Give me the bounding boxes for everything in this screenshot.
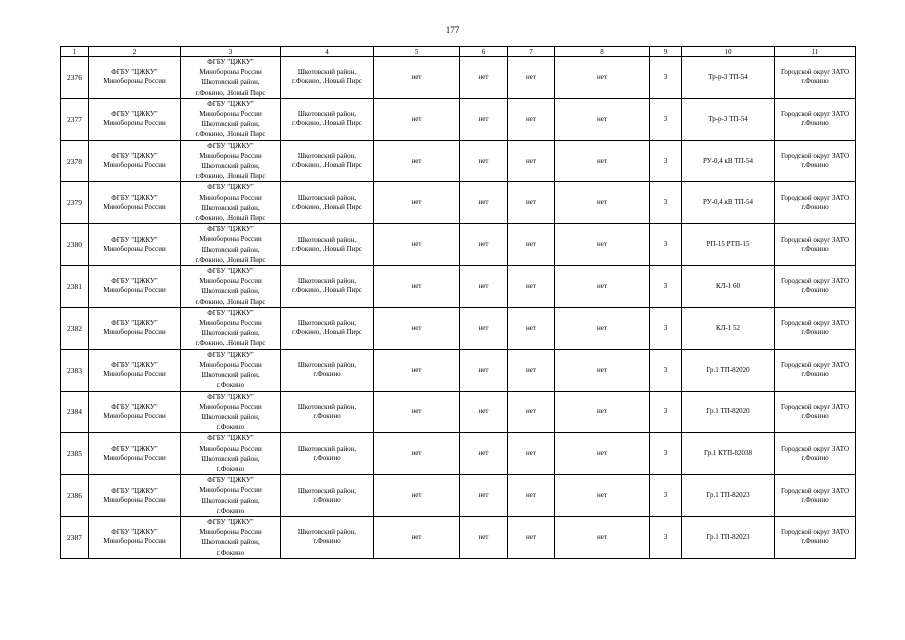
object-cell: Гр.1 ТП-82020 bbox=[682, 349, 775, 391]
district-cell-line: Городской округ ЗАТО bbox=[780, 277, 850, 286]
row-number-cell: 2384 bbox=[61, 391, 89, 433]
address-cell bbox=[281, 349, 374, 391]
table-row bbox=[61, 182, 856, 224]
address-cell-line: г.Фокино bbox=[313, 537, 341, 546]
flag-cell: нет bbox=[508, 266, 555, 308]
flag-cell: нет bbox=[508, 391, 555, 433]
address-cell-line: Шкотовский район, bbox=[297, 68, 357, 77]
owner-cell-line: ФГБУ "ЦЖКУ" bbox=[111, 361, 158, 370]
address-cell bbox=[281, 433, 374, 475]
owner-cell-line: Минобороны России bbox=[103, 244, 166, 253]
category-cell: 3 bbox=[650, 475, 682, 517]
operator-cell-line: ФГБУ "ЦЖКУ" bbox=[207, 99, 254, 108]
flag-cell: нет bbox=[508, 224, 555, 266]
table-row bbox=[61, 475, 856, 517]
flag-cell: нет bbox=[508, 433, 555, 475]
address-cell-line: г.Фокино, .Новый Пирс bbox=[292, 77, 362, 86]
address-cell-line: г.Фокино bbox=[313, 370, 341, 379]
table-row bbox=[61, 391, 856, 433]
address-cell bbox=[281, 475, 374, 517]
flag-cell: нет bbox=[374, 224, 460, 266]
category-cell: 3 bbox=[650, 224, 682, 266]
owner-cell bbox=[89, 140, 181, 182]
owner-cell-line: Минобороны России bbox=[103, 537, 166, 546]
row-number-cell: 2378 bbox=[61, 140, 89, 182]
flag-cell: нет bbox=[555, 140, 650, 182]
owner-cell-line: ФГБУ "ЦЖКУ" bbox=[111, 444, 158, 453]
object-cell: РУ-0,4 кВ ТП-54 bbox=[682, 182, 775, 224]
operator-cell-line: Минобороны России bbox=[199, 68, 262, 77]
flag-cell: нет bbox=[374, 307, 460, 349]
flag-cell: нет bbox=[508, 307, 555, 349]
object-cell: Гр.1 ТП-82020 bbox=[682, 391, 775, 433]
address-cell bbox=[281, 182, 374, 224]
district-cell-line: г.Фокино bbox=[801, 77, 829, 86]
flag-cell: нет bbox=[555, 57, 650, 99]
district-cell-line: Городской округ ЗАТО bbox=[780, 402, 850, 411]
flag-cell: нет bbox=[460, 266, 508, 308]
address-cell-line: Шкотовский район, bbox=[297, 110, 357, 119]
address-cell bbox=[281, 57, 374, 99]
owner-cell-line: ФГБУ "ЦЖКУ" bbox=[111, 193, 158, 202]
operator-cell-line: Шкотовский район, bbox=[201, 412, 260, 421]
row-number-cell: 2381 bbox=[61, 266, 89, 308]
flag-cell: нет bbox=[508, 516, 555, 558]
operator-cell bbox=[181, 57, 281, 99]
operator-cell-line: Минобороны России bbox=[199, 486, 262, 495]
address-cell-line: г.Фокино bbox=[313, 411, 341, 420]
operator-cell-line: Шкотовский район, bbox=[201, 203, 260, 212]
page-number: 177 bbox=[445, 25, 460, 35]
address-cell-line: г.Фокино, .Новый Пирс bbox=[292, 244, 362, 253]
operator-cell-line: Шкотовский район, bbox=[201, 496, 260, 505]
operator-cell-line: г.Фокино, .Новый Пирс bbox=[195, 88, 266, 97]
district-cell bbox=[775, 433, 856, 475]
operator-cell-line: ФГБУ "ЦЖКУ" bbox=[207, 141, 254, 150]
owner-cell-line: Минобороны России bbox=[103, 77, 166, 86]
operator-cell-line: г.Фокино, .Новый Пирс bbox=[195, 297, 266, 306]
operator-cell-line: г.Фокино bbox=[216, 506, 245, 515]
address-cell-line: Шкотовский район, bbox=[297, 235, 357, 244]
address-cell-line: г.Фокино, .Новый Пирс bbox=[292, 202, 362, 211]
flag-cell: нет bbox=[460, 98, 508, 140]
owner-cell bbox=[89, 433, 181, 475]
operator-cell-line: г.Фокино bbox=[216, 423, 245, 432]
flag-cell: нет bbox=[460, 516, 508, 558]
district-cell bbox=[775, 182, 856, 224]
operator-cell-line: Шкотовский район, bbox=[201, 78, 260, 87]
address-cell-line: г.Фокино, .Новый Пирс bbox=[292, 161, 362, 170]
address-cell-line: Шкотовский район, bbox=[297, 319, 357, 328]
operator-cell-line: г.Фокино bbox=[216, 381, 245, 390]
district-cell-line: Городской округ ЗАТО bbox=[780, 68, 850, 77]
operator-cell-line: Минобороны России bbox=[199, 193, 262, 202]
district-cell-line: Городской округ ЗАТО bbox=[780, 486, 850, 495]
address-cell bbox=[281, 266, 374, 308]
operator-cell-line: г.Фокино, .Новый Пирс bbox=[195, 172, 266, 181]
owner-cell-line: ФГБУ "ЦЖКУ" bbox=[111, 528, 158, 537]
column-header: 7 bbox=[508, 47, 555, 57]
owner-cell-line: ФГБУ "ЦЖКУ" bbox=[111, 277, 158, 286]
owner-cell-line: ФГБУ "ЦЖКУ" bbox=[111, 486, 158, 495]
table-row bbox=[61, 307, 856, 349]
operator-cell-line: г.Фокино, .Новый Пирс bbox=[195, 214, 266, 223]
column-header: 2 bbox=[89, 47, 181, 57]
operator-cell-line: ФГБУ "ЦЖКУ" bbox=[207, 58, 254, 66]
address-cell-line: г.Фокино bbox=[313, 495, 341, 504]
flag-cell: нет bbox=[508, 182, 555, 224]
flag-cell: нет bbox=[508, 349, 555, 391]
flag-cell: нет bbox=[508, 475, 555, 517]
owner-cell-line: ФГБУ "ЦЖКУ" bbox=[111, 402, 158, 411]
operator-cell bbox=[181, 140, 281, 182]
owner-cell-line: ФГБУ "ЦЖКУ" bbox=[111, 110, 158, 119]
district-cell-line: г.Фокино bbox=[801, 328, 829, 337]
column-header: 10 bbox=[682, 47, 775, 57]
owner-cell-line: ФГБУ "ЦЖКУ" bbox=[111, 68, 158, 77]
flag-cell: нет bbox=[508, 57, 555, 99]
operator-cell-line: ФГБУ "ЦЖКУ" bbox=[207, 350, 254, 359]
district-cell-line: г.Фокино bbox=[801, 495, 829, 504]
owner-cell bbox=[89, 475, 181, 517]
flag-cell: нет bbox=[374, 391, 460, 433]
operator-cell-line: г.Фокино, .Новый Пирс bbox=[195, 339, 266, 348]
district-cell-line: Городской округ ЗАТО bbox=[780, 152, 850, 161]
operator-cell-line: Шкотовский район, bbox=[201, 120, 260, 129]
object-cell: КЛ-1 52 bbox=[682, 307, 775, 349]
address-cell bbox=[281, 307, 374, 349]
district-cell bbox=[775, 307, 856, 349]
district-cell-line: г.Фокино bbox=[801, 370, 829, 379]
operator-cell-line: Шкотовский район, bbox=[201, 371, 260, 380]
district-cell-line: г.Фокино bbox=[801, 161, 829, 170]
row-number-cell: 2379 bbox=[61, 182, 89, 224]
address-cell bbox=[281, 140, 374, 182]
owner-cell-line: ФГБУ "ЦЖКУ" bbox=[111, 152, 158, 161]
address-cell-line: Шкотовский район, bbox=[297, 277, 357, 286]
owner-cell bbox=[89, 224, 181, 266]
owner-cell-line: Минобороны России bbox=[103, 161, 166, 170]
category-cell: 3 bbox=[650, 140, 682, 182]
address-cell-line: Шкотовский район, bbox=[297, 528, 357, 537]
flag-cell: нет bbox=[460, 475, 508, 517]
owner-cell-line: ФГБУ "ЦЖКУ" bbox=[111, 235, 158, 244]
object-cell: Тр-р-3 ТП-54 bbox=[682, 98, 775, 140]
category-cell: 3 bbox=[650, 182, 682, 224]
category-cell: 3 bbox=[650, 516, 682, 558]
operator-cell-line: Минобороны России bbox=[199, 319, 262, 328]
flag-cell: нет bbox=[555, 433, 650, 475]
district-cell-line: Городской округ ЗАТО bbox=[780, 193, 850, 202]
column-header: 9 bbox=[650, 47, 682, 57]
operator-cell-line: Шкотовский район, bbox=[201, 245, 260, 254]
operator-cell-line: Минобороны России bbox=[199, 277, 262, 286]
operator-cell-line: ФГБУ "ЦЖКУ" bbox=[207, 434, 254, 443]
flag-cell: нет bbox=[374, 182, 460, 224]
address-cell-line: Шкотовский район, bbox=[297, 402, 357, 411]
table-row bbox=[61, 516, 856, 558]
column-header: 4 bbox=[281, 47, 374, 57]
row-number-cell: 2376 bbox=[61, 57, 89, 99]
owner-cell-line: Минобороны России bbox=[103, 119, 166, 128]
district-cell-line: г.Фокино bbox=[801, 286, 829, 295]
owner-cell-line: ФГБУ "ЦЖКУ" bbox=[111, 319, 158, 328]
address-cell-line: Шкотовский район, bbox=[297, 152, 357, 161]
operator-cell-line: ФГБУ "ЦЖКУ" bbox=[207, 517, 254, 526]
district-cell bbox=[775, 266, 856, 308]
district-cell-line: г.Фокино bbox=[801, 537, 829, 546]
owner-cell bbox=[89, 98, 181, 140]
flag-cell: нет bbox=[374, 98, 460, 140]
owner-cell bbox=[89, 516, 181, 558]
operator-cell-line: ФГБУ "ЦЖКУ" bbox=[207, 308, 254, 317]
owner-cell-line: Минобороны России bbox=[103, 411, 166, 420]
operator-cell-line: Шкотовский район, bbox=[201, 454, 260, 463]
row-number-cell: 2377 bbox=[61, 98, 89, 140]
table-row bbox=[61, 433, 856, 475]
owner-cell bbox=[89, 57, 181, 99]
owner-cell bbox=[89, 391, 181, 433]
operator-cell bbox=[181, 349, 281, 391]
column-header: 8 bbox=[555, 47, 650, 57]
district-cell bbox=[775, 140, 856, 182]
flag-cell: нет bbox=[460, 349, 508, 391]
district-cell-line: г.Фокино bbox=[801, 119, 829, 128]
row-number-cell: 2382 bbox=[61, 307, 89, 349]
table-row bbox=[61, 57, 856, 99]
owner-cell-line: Минобороны России bbox=[103, 286, 166, 295]
object-cell: РУ-0,4 кВ ТП-54 bbox=[682, 140, 775, 182]
address-cell-line: Шкотовский район, bbox=[297, 193, 357, 202]
district-cell-line: Городской округ ЗАТО bbox=[780, 444, 850, 453]
row-number-cell: 2383 bbox=[61, 349, 89, 391]
flag-cell: нет bbox=[460, 433, 508, 475]
flag-cell: нет bbox=[374, 140, 460, 182]
address-cell-line: г.Фокино bbox=[313, 453, 341, 462]
operator-cell-line: ФГБУ "ЦЖКУ" bbox=[207, 225, 254, 234]
object-cell: Гр.1 КТП-82038 bbox=[682, 433, 775, 475]
operator-cell-line: Шкотовский район, bbox=[201, 287, 260, 296]
operator-cell bbox=[181, 391, 281, 433]
owner-cell-line: Минобороны России bbox=[103, 495, 166, 504]
owner-cell-line: Минобороны России bbox=[103, 328, 166, 337]
flag-cell: нет bbox=[555, 516, 650, 558]
district-cell bbox=[775, 98, 856, 140]
address-cell-line: г.Фокино, .Новый Пирс bbox=[292, 286, 362, 295]
operator-cell-line: ФГБУ "ЦЖКУ" bbox=[207, 476, 254, 485]
operator-cell bbox=[181, 182, 281, 224]
operator-cell-line: г.Фокино bbox=[216, 464, 245, 473]
district-cell bbox=[775, 391, 856, 433]
district-cell-line: г.Фокино bbox=[801, 244, 829, 253]
operator-cell-line: Минобороны России bbox=[199, 402, 262, 411]
row-number-cell: 2387 bbox=[61, 516, 89, 558]
flag-cell: нет bbox=[374, 349, 460, 391]
operator-cell-line: Минобороны России bbox=[199, 110, 262, 119]
operator-cell-line: Минобороны России bbox=[199, 444, 262, 453]
address-cell bbox=[281, 224, 374, 266]
operator-cell bbox=[181, 224, 281, 266]
column-header: 5 bbox=[374, 47, 460, 57]
district-cell-line: Городской округ ЗАТО bbox=[780, 319, 850, 328]
flag-cell: нет bbox=[555, 475, 650, 517]
object-cell: РП-15 РТП-15 bbox=[682, 224, 775, 266]
table-row bbox=[61, 224, 856, 266]
address-cell bbox=[281, 391, 374, 433]
column-header: 6 bbox=[460, 47, 508, 57]
table-row bbox=[61, 98, 856, 140]
operator-cell-line: Шкотовский район, bbox=[201, 538, 260, 547]
owner-cell-line: Минобороны России bbox=[103, 370, 166, 379]
district-cell-line: Городской округ ЗАТО bbox=[780, 110, 850, 119]
address-cell-line: г.Фокино, .Новый Пирс bbox=[292, 328, 362, 337]
table-header-row bbox=[61, 47, 856, 57]
column-header: 1 bbox=[61, 47, 89, 57]
operator-cell-line: г.Фокино, .Новый Пирс bbox=[195, 255, 266, 264]
operator-cell-line: Минобороны России bbox=[199, 235, 262, 244]
operator-cell bbox=[181, 475, 281, 517]
category-cell: 3 bbox=[650, 391, 682, 433]
flag-cell: нет bbox=[508, 140, 555, 182]
operator-cell bbox=[181, 98, 281, 140]
table-body bbox=[61, 57, 856, 559]
district-cell bbox=[775, 516, 856, 558]
address-cell-line: Шкотовский район, bbox=[297, 444, 357, 453]
flag-cell: нет bbox=[555, 391, 650, 433]
flag-cell: нет bbox=[555, 182, 650, 224]
operator-cell-line: ФГБУ "ЦЖКУ" bbox=[207, 183, 254, 192]
district-cell-line: Городской округ ЗАТО bbox=[780, 528, 850, 537]
owner-cell-line: Минобороны России bbox=[103, 453, 166, 462]
district-cell bbox=[775, 349, 856, 391]
district-cell-line: г.Фокино bbox=[801, 202, 829, 211]
object-cell: КЛ-1 60 bbox=[682, 266, 775, 308]
flag-cell: нет bbox=[555, 307, 650, 349]
flag-cell: нет bbox=[508, 98, 555, 140]
flag-cell: нет bbox=[460, 224, 508, 266]
flag-cell: нет bbox=[460, 182, 508, 224]
row-number-cell: 2380 bbox=[61, 224, 89, 266]
owner-cell bbox=[89, 266, 181, 308]
operator-cell-line: ФГБУ "ЦЖКУ" bbox=[207, 267, 254, 276]
category-cell: 3 bbox=[650, 266, 682, 308]
row-number-cell: 2385 bbox=[61, 433, 89, 475]
category-cell: 3 bbox=[650, 307, 682, 349]
owner-cell bbox=[89, 307, 181, 349]
table-row bbox=[61, 349, 856, 391]
address-cell bbox=[281, 516, 374, 558]
operator-cell bbox=[181, 433, 281, 475]
registry-table bbox=[60, 46, 856, 559]
district-cell bbox=[775, 475, 856, 517]
object-cell: Тр-р-3 ТП-54 bbox=[682, 57, 775, 99]
owner-cell bbox=[89, 349, 181, 391]
operator-cell-line: г.Фокино bbox=[216, 548, 245, 557]
flag-cell: нет bbox=[555, 98, 650, 140]
flag-cell: нет bbox=[555, 224, 650, 266]
operator-cell-line: Минобороны России bbox=[199, 151, 262, 160]
operator-cell-line: ФГБУ "ЦЖКУ" bbox=[207, 392, 254, 401]
flag-cell: нет bbox=[460, 57, 508, 99]
flag-cell: нет bbox=[374, 266, 460, 308]
owner-cell-line: Минобороны России bbox=[103, 202, 166, 211]
category-cell: 3 bbox=[650, 349, 682, 391]
operator-cell bbox=[181, 266, 281, 308]
object-cell: Гр.1 ТП-82023 bbox=[682, 475, 775, 517]
table-row bbox=[61, 266, 856, 308]
category-cell: 3 bbox=[650, 433, 682, 475]
flag-cell: нет bbox=[374, 475, 460, 517]
operator-cell bbox=[181, 307, 281, 349]
address-cell bbox=[281, 98, 374, 140]
object-cell: Гр.1 ТП-82023 bbox=[682, 516, 775, 558]
district-cell-line: г.Фокино bbox=[801, 411, 829, 420]
flag-cell: нет bbox=[374, 57, 460, 99]
district-cell-line: Городской округ ЗАТО bbox=[780, 235, 850, 244]
operator-cell-line: Минобороны России bbox=[199, 360, 262, 369]
address-cell-line: Шкотовский район, bbox=[297, 361, 357, 370]
district-cell-line: Городской округ ЗАТО bbox=[780, 361, 850, 370]
operator-cell-line: Минобороны России bbox=[199, 528, 262, 537]
row-number-cell: 2386 bbox=[61, 475, 89, 517]
district-cell bbox=[775, 224, 856, 266]
flag-cell: нет bbox=[374, 516, 460, 558]
flag-cell: нет bbox=[555, 266, 650, 308]
operator-cell bbox=[181, 516, 281, 558]
district-cell bbox=[775, 57, 856, 99]
column-header: 11 bbox=[775, 47, 856, 57]
address-cell-line: г.Фокино, .Новый Пирс bbox=[292, 119, 362, 128]
operator-cell-line: Шкотовский район, bbox=[201, 162, 260, 171]
operator-cell-line: Шкотовский район, bbox=[201, 329, 260, 338]
flag-cell: нет bbox=[374, 433, 460, 475]
flag-cell: нет bbox=[460, 140, 508, 182]
column-header: 3 bbox=[181, 47, 281, 57]
category-cell: 3 bbox=[650, 57, 682, 99]
operator-cell-line: г.Фокино, .Новый Пирс bbox=[195, 130, 266, 139]
flag-cell: нет bbox=[555, 349, 650, 391]
address-cell-line: Шкотовский район, bbox=[297, 486, 357, 495]
flag-cell: нет bbox=[460, 391, 508, 433]
owner-cell bbox=[89, 182, 181, 224]
category-cell: 3 bbox=[650, 98, 682, 140]
flag-cell: нет bbox=[460, 307, 508, 349]
district-cell-line: г.Фокино bbox=[801, 453, 829, 462]
table-row bbox=[61, 140, 856, 182]
